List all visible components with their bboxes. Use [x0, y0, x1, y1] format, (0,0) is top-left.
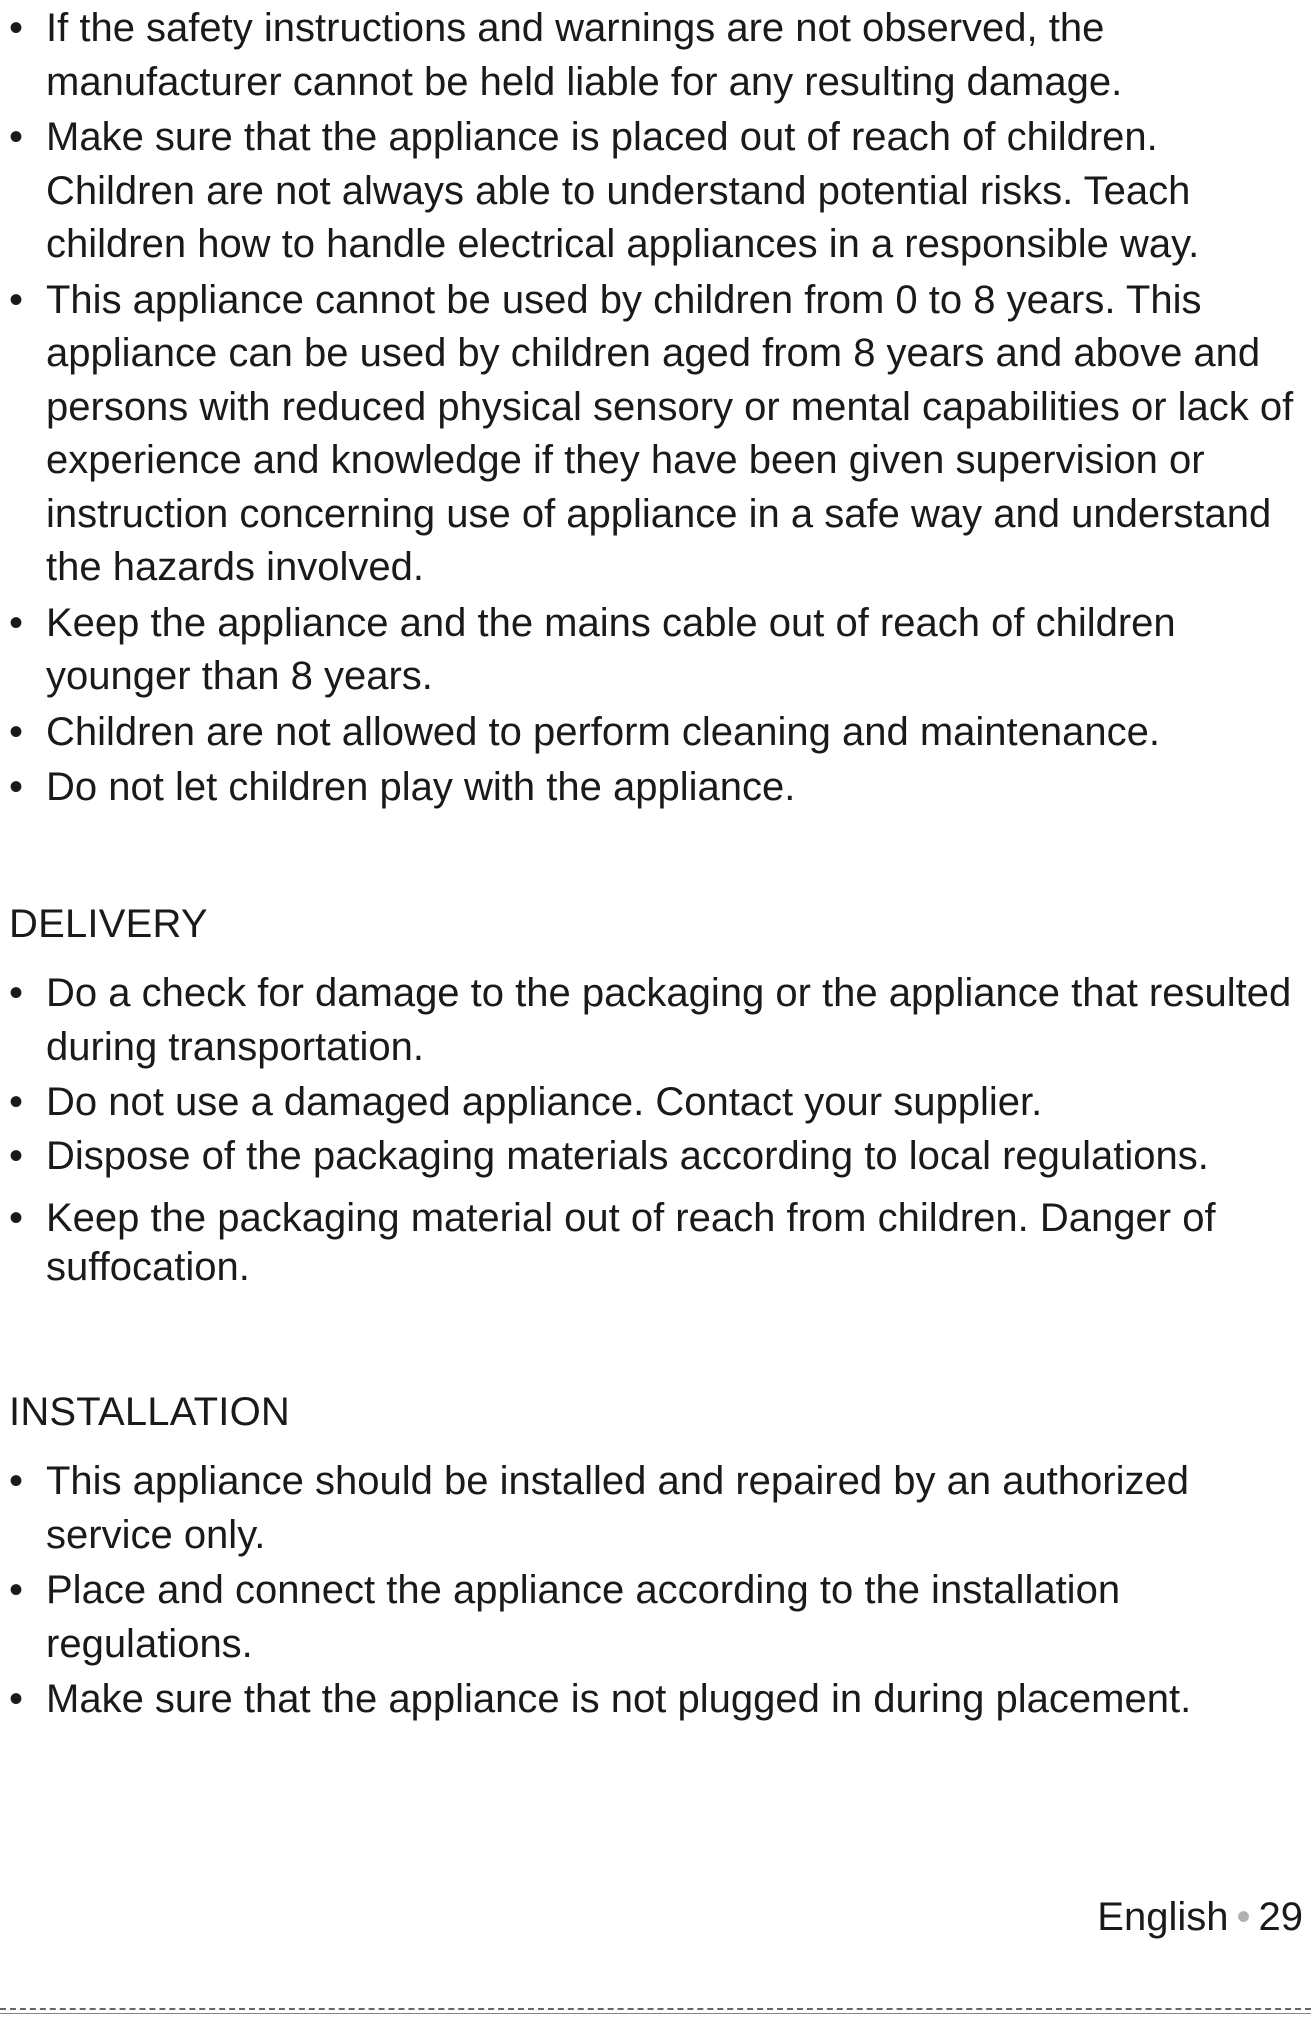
- bullet-icon: •: [9, 277, 24, 322]
- list-item-text: Do not let children play with the appliance.: [46, 765, 796, 809]
- list-item: [0, 1132, 1306, 1181]
- list-item: [0, 2, 1306, 109]
- bottom-rule: [0, 2013, 1311, 2014]
- list-item-text: Do a check for damage to the packaging or the appliance that resulted during transportation.: [46, 971, 1292, 1069]
- bullet-icon: •: [9, 709, 24, 754]
- installation-bullet-list: [0, 1455, 1311, 1727]
- bullet-icon: •: [9, 1459, 24, 1503]
- list-item-text: If the safety instructions and warnings are not observed, the manufacturer cannot be held liable for any resulting damage.: [46, 6, 1123, 104]
- footer-separator-dot: •: [1236, 1895, 1251, 1939]
- list-item-text: Dispose of the packaging materials according to local regulations.: [46, 1133, 1209, 1178]
- list-item: [0, 111, 1306, 272]
- list-item-text: Keep the appliance and the mains cable out of reach of children younger than 8 years.: [46, 600, 1176, 698]
- bullet-icon: •: [9, 1568, 24, 1612]
- list-item: [0, 706, 1306, 760]
- bullet-icon: •: [9, 600, 24, 645]
- delivery-heading: DELIVERY: [9, 902, 208, 946]
- list-item: [0, 597, 1306, 704]
- bullet-icon: •: [9, 1133, 24, 1178]
- list-item: [0, 1673, 1306, 1727]
- bullet-icon: •: [9, 971, 24, 1015]
- list-item-text: Make sure that the appliance is placed out of reach of children. Children are not always able to understand potential risks. Teach children how to handle electrical appliances in a responsible way.: [46, 115, 1200, 266]
- bullet-icon: •: [9, 1677, 24, 1721]
- list-item-text: Make sure that the appliance is not plugged in during placement.: [46, 1677, 1192, 1721]
- bullet-icon: •: [9, 765, 24, 809]
- list-item: [0, 761, 1306, 815]
- installation-heading: INSTALLATION: [9, 1390, 290, 1434]
- list-item: [0, 1194, 1306, 1292]
- list-item: [0, 1076, 1306, 1130]
- list-item-text: Children are not allowed to perform cleaning and maintenance.: [46, 709, 1161, 754]
- list-item-text: This appliance cannot be used by children from 0 to 8 years. This appliance can be used by children aged from 8 years and above and persons with reduced physical sensory or mental capabilities or lack of experience and knowledge if they have been given supervision or instruction concerning use of appliance in a safe way and understand the hazards involved.: [46, 277, 1294, 589]
- list-item: [0, 274, 1306, 595]
- page-footer: [1097, 1890, 1303, 1944]
- bullet-icon: •: [9, 1080, 24, 1124]
- bottom-dashed-rule: [0, 2008, 1311, 2010]
- safety-children-section: [0, 2, 1311, 817]
- safety-bullet-list: [0, 2, 1311, 815]
- list-item: [0, 1564, 1306, 1671]
- delivery-bullet-list: [0, 967, 1311, 1292]
- bullet-icon: •: [9, 6, 24, 50]
- list-item-text: Place and connect the appliance according to the installation regulations.: [46, 1568, 1121, 1666]
- list-item: [0, 1455, 1306, 1562]
- footer-language: English: [1097, 1895, 1229, 1939]
- bullet-icon: •: [9, 1195, 24, 1240]
- list-item-text: This appliance should be installed and repaired by an authorized service only.: [46, 1459, 1189, 1557]
- list-item-text: Keep the packaging material out of reach from children. Danger of suffocation.: [46, 1195, 1216, 1289]
- bullet-icon: •: [9, 115, 24, 159]
- page-number: 29: [1258, 1895, 1303, 1939]
- list-item: [0, 967, 1306, 1074]
- installation-section: [0, 1385, 1311, 1729]
- delivery-section: [0, 897, 1311, 1305]
- list-item-text: Do not use a damaged appliance. Contact your supplier.: [46, 1080, 1043, 1124]
